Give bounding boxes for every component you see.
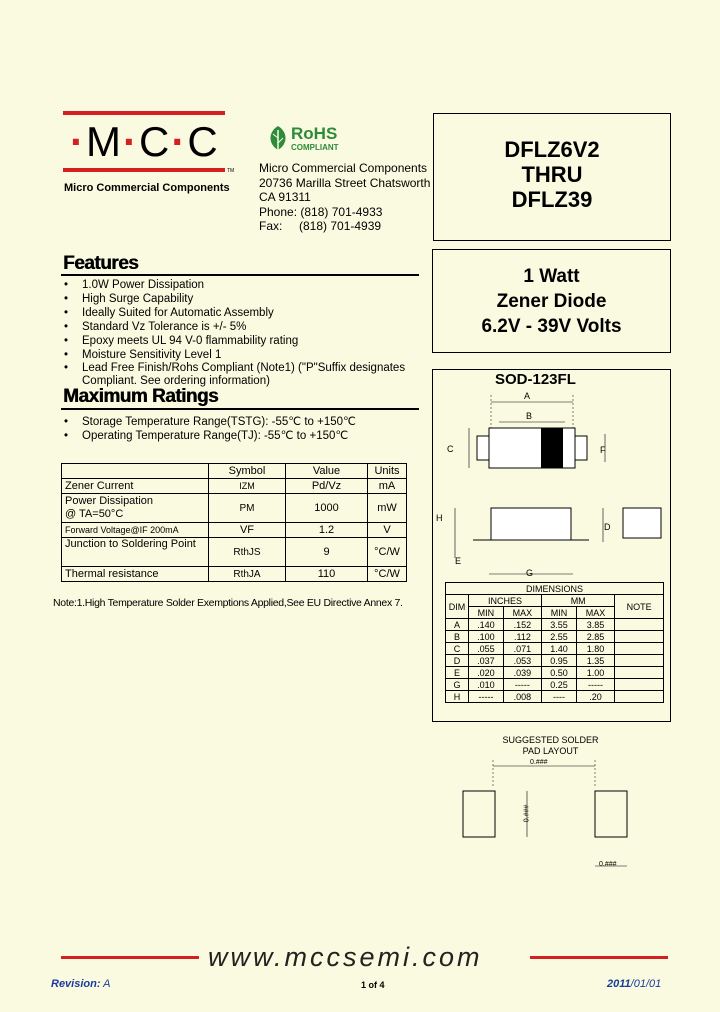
table-cell: .020 — [469, 667, 504, 679]
table-row — [446, 631, 664, 643]
table-cell: 1.80 — [576, 643, 614, 655]
table-cell: 2.85 — [576, 631, 614, 643]
table-cell: .053 — [503, 655, 541, 667]
list-item: • Epoxy meets UL 94 V-0 flammability rating — [62, 334, 422, 348]
part-thru: THRU — [521, 162, 583, 187]
table-cell: ----- — [469, 691, 504, 703]
list-item: • Lead Free Finish/Rohs Compliant (Note1) ("P"Suffix designates Compliant. See ordering information) — [62, 362, 422, 387]
revision — [51, 978, 111, 990]
date-rest: /01/01 — [630, 978, 662, 990]
table-cell: VF — [209, 523, 286, 538]
table-row — [446, 643, 664, 655]
solder-title — [433, 735, 668, 757]
table-cell: PM — [209, 494, 286, 523]
table-cell: °C/W — [368, 538, 407, 567]
table-cell: .071 — [503, 643, 541, 655]
table-cell: Value — [286, 464, 368, 479]
table-row — [446, 679, 664, 691]
max-ratings-rule — [61, 408, 419, 410]
table-cell: 2.55 — [542, 631, 577, 643]
table-cell: 110 — [286, 567, 368, 582]
table-cell: MM — [542, 595, 615, 607]
table-cell: B — [446, 631, 469, 643]
table-cell: IZM — [209, 479, 286, 494]
dim-label-d: D — [604, 522, 611, 532]
table-cell: Units — [368, 464, 407, 479]
part-number-box — [433, 113, 671, 241]
table-cell: G — [446, 679, 469, 691]
dim-label-e: E — [455, 556, 462, 566]
desc-power: 1 Watt — [523, 266, 580, 287]
dimensions-table — [445, 582, 664, 703]
table-cell: 1.2 — [286, 523, 368, 538]
table-cell: INCHES — [469, 595, 542, 607]
table-cell: MAX — [576, 607, 614, 619]
table-cell: .152 — [503, 619, 541, 631]
table-row — [446, 583, 664, 595]
table-cell: A — [446, 619, 469, 631]
list-item: • Standard Vz Tolerance is +/- 5% — [62, 320, 422, 334]
table-cell: RthJS — [209, 538, 286, 567]
list-item: • Moisture Sensitivity Level 1 — [62, 348, 422, 362]
table-cell: mA — [368, 479, 407, 494]
features-list — [62, 278, 422, 387]
description-box — [432, 249, 671, 353]
table-cell — [62, 464, 209, 479]
url-bar-right — [530, 956, 668, 959]
table-cell: 1000 — [286, 494, 368, 523]
solder-title-line: PAD LAYOUT — [522, 746, 579, 756]
phone: Phone: (818) 701-4933 — [259, 204, 383, 219]
features-heading: Features — [63, 253, 139, 274]
dim-label-g: G — [526, 568, 534, 578]
table-cell: 3.85 — [576, 619, 614, 631]
logo-top-bar — [63, 111, 225, 115]
table-cell: .20 — [576, 691, 614, 703]
table-cell — [615, 643, 664, 655]
table-cell: V — [368, 523, 407, 538]
table-row — [446, 667, 664, 679]
features-rule — [61, 274, 419, 276]
fax: Fax: (818) 701-4939 — [259, 219, 382, 233]
revision-value: A — [103, 978, 111, 990]
rohs-leaf-icon — [266, 124, 290, 159]
solder-title-line: SUGGESTED SOLDER — [502, 735, 599, 745]
date-year: 2011 — [607, 978, 631, 990]
table-cell: .140 — [469, 619, 504, 631]
table-cell: RthJA — [209, 567, 286, 582]
table-cell: .055 — [469, 643, 504, 655]
dim-label-b: B — [526, 411, 533, 421]
logo-bottom-bar — [63, 168, 225, 172]
package-name: SOD-123FL — [495, 371, 576, 388]
table-cell: .039 — [503, 667, 541, 679]
table-row — [446, 619, 664, 631]
url-bar-left — [61, 956, 199, 959]
table-cell: ----- — [503, 679, 541, 691]
table-cell: 0.25 — [542, 679, 577, 691]
table-row — [62, 494, 407, 523]
table-cell — [615, 619, 664, 631]
table-cell: C — [446, 643, 469, 655]
table-cell — [615, 667, 664, 679]
table-cell: 1.40 — [542, 643, 577, 655]
table-cell: MAX — [503, 607, 541, 619]
dim-label-f: F — [600, 445, 606, 455]
table-cell: DIMENSIONS — [446, 583, 664, 595]
solder-dim-top: 0.### — [530, 759, 548, 766]
address-line: Micro Commercial Components — [259, 161, 428, 175]
table-row — [62, 464, 407, 479]
logo-company: Micro Commercial Components — [64, 182, 230, 194]
mcc-logo: ·M·C·C — [70, 118, 220, 165]
table-cell: E — [446, 667, 469, 679]
table-cell: Power Dissipation @ TA=50°C — [62, 494, 209, 523]
table-cell: ----- — [576, 679, 614, 691]
table-cell — [615, 631, 664, 643]
table-row — [62, 479, 407, 494]
table-cell: mW — [368, 494, 407, 523]
table-cell: DIM — [446, 595, 469, 619]
table-row — [446, 691, 664, 703]
table-cell: Thermal resistance — [62, 567, 209, 582]
solder-dim-left: 0.### — [523, 804, 531, 823]
table-cell: 1.35 — [576, 655, 614, 667]
table-cell: °C/W — [368, 567, 407, 582]
page-number: 1 of 4 — [361, 980, 385, 990]
table-row — [62, 538, 407, 567]
part-end: DFLZ39 — [511, 187, 593, 212]
desc-voltage: 6.2V - 39V Volts — [481, 316, 622, 337]
table-cell: MIN — [469, 607, 504, 619]
table-cell: .112 — [503, 631, 541, 643]
list-item: • Ideally Suited for Automatic Assembly — [62, 306, 422, 320]
table-cell — [615, 691, 664, 703]
address-line: 20736 Marilla Street Chatsworth — [259, 175, 431, 190]
table-cell: Pd/Vz — [286, 479, 368, 494]
ratings-table — [61, 463, 407, 582]
solder-pad-drawing — [455, 756, 645, 876]
table-cell: 9 — [286, 538, 368, 567]
company-address — [259, 161, 430, 234]
table-cell: 3.55 — [542, 619, 577, 631]
max-ratings-list — [62, 415, 422, 443]
list-item: • High Surge Capability — [62, 292, 422, 306]
table-row — [62, 523, 407, 538]
website-url[interactable]: www.mccsemi.com — [208, 942, 483, 972]
table-row — [446, 595, 664, 607]
table-row — [62, 567, 407, 582]
revision-label: Revision: — [51, 978, 101, 990]
table-cell: .010 — [469, 679, 504, 691]
list-item: • 1.0W Power Dissipation — [62, 278, 422, 292]
rohs-title: RoHS — [291, 124, 338, 143]
table-cell: .100 — [469, 631, 504, 643]
logo-tm: TM — [227, 168, 235, 174]
table-cell — [615, 655, 664, 667]
table-row — [446, 655, 664, 667]
table-cell: .037 — [469, 655, 504, 667]
table-cell: Symbol — [209, 464, 286, 479]
table-cell — [615, 679, 664, 691]
dim-label-h: H — [436, 513, 443, 523]
table-cell: .008 — [503, 691, 541, 703]
dim-label-a: A — [524, 391, 531, 401]
table-cell: MIN — [542, 607, 577, 619]
table-cell: Junction to Soldering Point — [62, 538, 209, 567]
table-cell: D — [446, 655, 469, 667]
solder-dim-bottom: 0.### — [599, 861, 617, 868]
table-cell: 0.50 — [542, 667, 577, 679]
table-cell: Zener Current — [62, 479, 209, 494]
address-line: CA 91311 — [259, 190, 311, 204]
list-item: • Storage Temperature Range(TSTG): -55℃ to +150℃ — [62, 415, 422, 429]
table-cell: NOTE — [615, 595, 664, 619]
revision-date — [607, 978, 661, 990]
rohs-sub: COMPLIANT — [291, 143, 339, 152]
package-drawing — [433, 390, 668, 580]
part-start: DFLZ6V2 — [504, 137, 600, 162]
table-cell: H — [446, 691, 469, 703]
max-ratings-heading: Maximum Ratings — [63, 386, 219, 407]
table-cell: Forward Voltage@IF 200mA — [62, 523, 209, 538]
desc-type: Zener Diode — [496, 291, 607, 312]
list-item: • Operating Temperature Range(TJ): -55℃ to +150℃ — [62, 429, 422, 443]
solder-note: Note:1.High Temperature Solder Exemptions Applied,See EU Directive Annex 7. — [53, 597, 403, 609]
dim-label-c: C — [447, 444, 454, 454]
table-cell: ---- — [542, 691, 577, 703]
table-cell: 1.00 — [576, 667, 614, 679]
table-cell: 0.95 — [542, 655, 577, 667]
